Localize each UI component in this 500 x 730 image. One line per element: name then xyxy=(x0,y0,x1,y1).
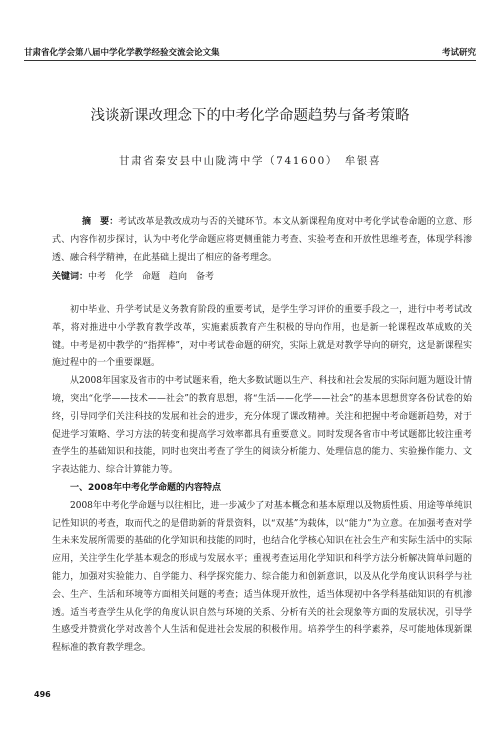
section-heading: 一、2008年中考化学命题的内容特点 xyxy=(70,482,222,493)
abstract-label: 摘 要： xyxy=(82,217,119,227)
header-right: 考试研究 xyxy=(441,48,476,58)
running-header xyxy=(24,46,476,58)
paragraph: 从2008年国家及省市的中考试题来看，绝大多数试题以生产、科技和社会发展的实际问题为题设计情境，突出“化学——技术——社会”的教育思想，将“生活——化学——社会”的基本思想贯穿各份试卷的始终，引导同学们关注科技的发展和社会的进步，充分体现了课改精神。关注和把握中考命题新趋势，对于促进学习策略、学习方法的转变和提高学习效率都具有重要意义。同时发现各省市中考试题都比较注重考查学生的基础知识和技能，同时也突出考查了学生的阅读分析能力、处理信息的能力、实验操作能力、文字表达能力、综合计算能力等。 xyxy=(52,376,472,476)
keywords-text: 中考 化学 命题 趋向 备考 xyxy=(88,272,215,282)
paper-title: 浅谈新课改理念下的中考化学命题趋势与备考策略 xyxy=(90,108,410,124)
header-rule xyxy=(24,60,476,61)
author-line: 甘肃省秦安县中山陇湾中学（741600） 牟银喜 xyxy=(118,155,382,167)
keywords xyxy=(52,268,472,286)
paragraph: 初中毕业、升学考试是义务教育阶段的重要考试，是学生学习评价的重要手段之一，进行中考考试改革，将对推进中小学教育教学改革，实施素质教育产生积极的导向作用，也是新一轮课程改革成败的关键。中考是初中教学的“指挥棒”，对中考试卷命题的研究，实际上就是对教学导向的研究，这是新课程实施过程中的一个重要课题。 xyxy=(52,305,472,369)
paragraph: 2008年中考化学命题与以往相比，进一步减少了对基本概念和基本原理以及物质性质、用途等单纯识记性知识的考查，取而代之的是借助新的背景资料，以“双基”为载体，以“能力”为立意。在加强考查对学生未来发展所需要的基础的化学知识和技能的同时，也结合化学核心知识在社会生产和实际生活中的实际应用，关注学生化学基本观念的形成与发展水平；重视考查运用化学知识和科学方法分析解决简单问题的能力，加强对实验能力、自学能力、科学探究能力、综合能力和创新意识，以及从化学角度认识科学与社会、生产、生活和环境等方面相关问题的考查；适当体现开放性，适当体现初中各学科基础知识的有机渗透。适当考查学生从化学的角度认识自然与环境的关系、分析有关的社会现象等方面的发展状况，引导学生感受并赞赏化学对改善个人生活和促进社会发展的积极作用。培养学生的科学素养，尽可能地体现新课程标准的教育教学理念。 xyxy=(52,500,472,654)
keywords-label: 关键词： xyxy=(52,272,89,282)
abstract-text: 考试改革是教改成功与否的关键环节。本文从新课程角度对中考化学试卷命题的立意、形式、内容作初步探讨，认为中考化学命题应将更侧重能力考查、实验考查和开放性思维考查，体现学科渗透、融合科学精神，在此基础上提出了相应的备考理念。 xyxy=(52,217,472,263)
page-number: 496 xyxy=(34,690,51,699)
header-left: 甘肃省化学会第八届中学化学教学经验交流会论文集 xyxy=(24,48,220,58)
body-text xyxy=(52,302,472,658)
abstract xyxy=(52,213,472,267)
